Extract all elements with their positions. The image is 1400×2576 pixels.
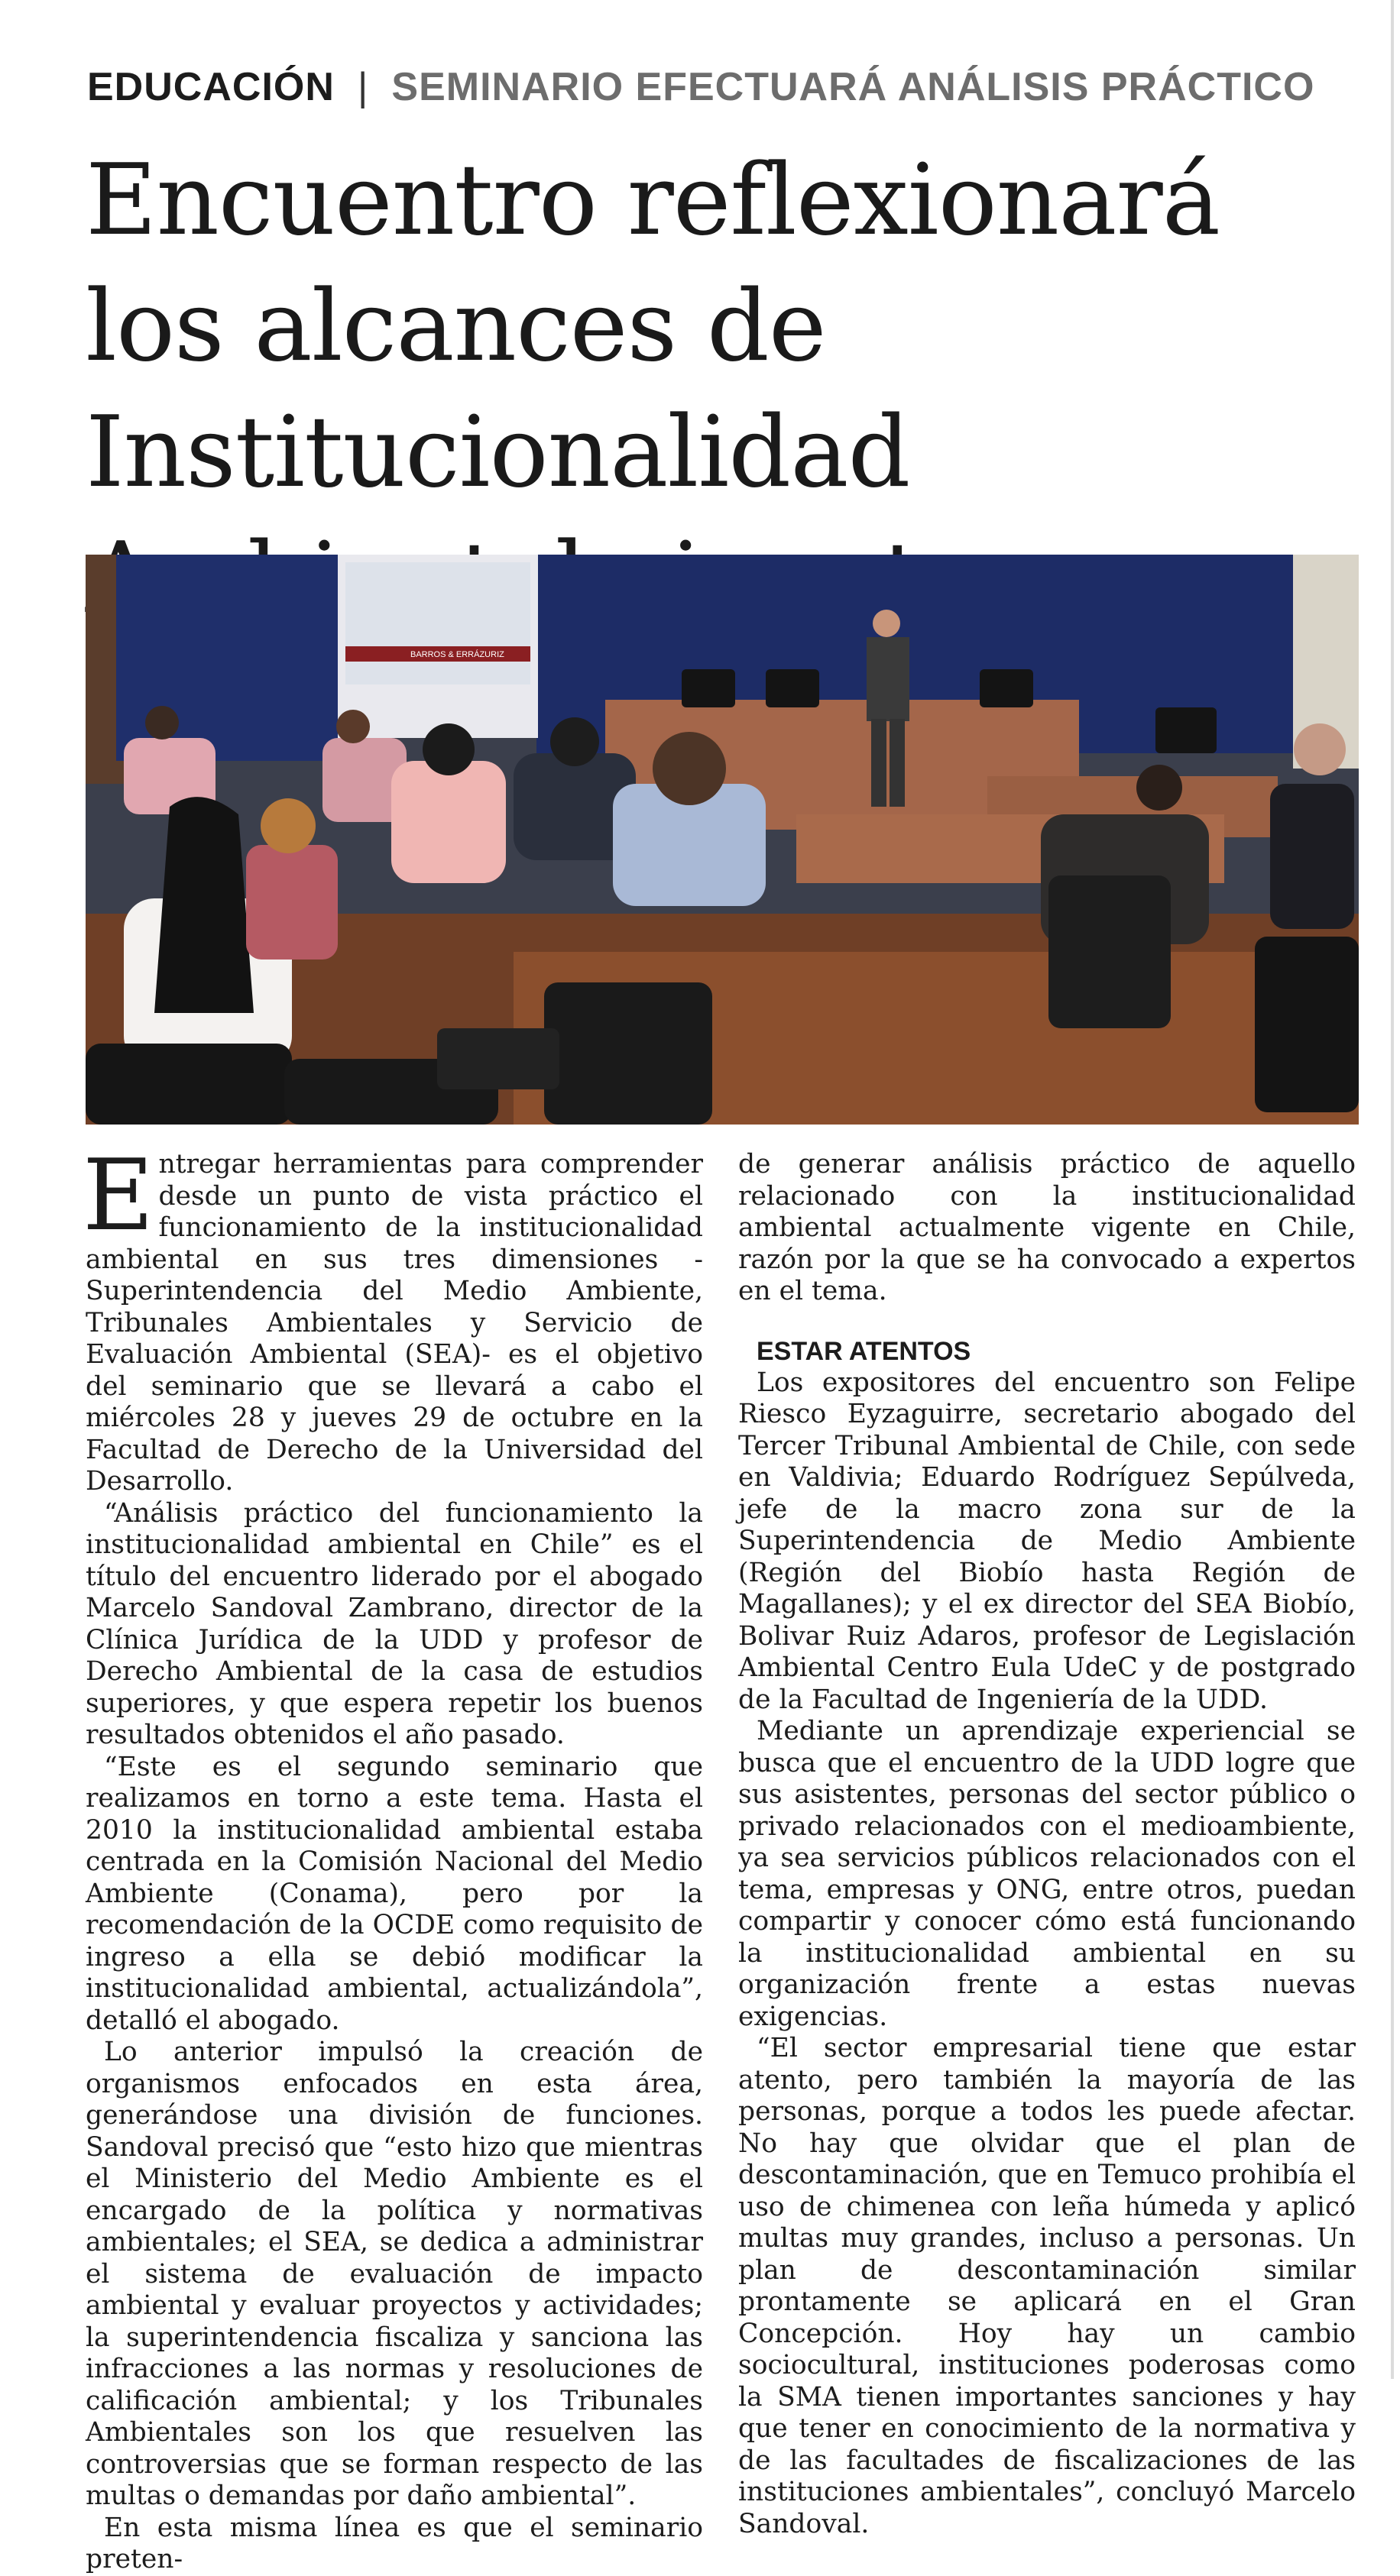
paragraph: En esta misma línea es que el seminario preten- [86, 2512, 703, 2574]
paragraph-continuation: de generar análisis práctico de aquello relacionado con la institucionalidad ambiental actualmente vigente en Chile, razón por la que se ha convocado a expertos en el tema. [738, 1149, 1356, 1306]
headline: Encuentro reflexionará los alcances de Institucionalidad [86, 144, 1220, 510]
paragraph: Los expositores del encuentro son Felipe Riesco Eyzaguirre, secretario abogado del Tercer Tribunal Ambiental de Chile, con sede en Valdivia; Eduardo Rodríguez Sepúlveda, jefe de la macro zona sur de la Superintendencia de Medio Ambiente (Región del Biobío hasta Región de Magallanes); y el ex director del SEA Biobío, Bolivar Ruiz Adaros, profesor de Legislación Ambiental Centro Eula UdeC y de postgrado de la Facultad de Ingeniería de la UDD. [738, 1367, 1356, 1715]
paragraph-lead-text: ntregar herramientas para comprender desde un punto de vista práctico el funcionamiento de la institucionalidad ambiental en sus tres dimensiones -Superintendencia del Medio Ambiente, Tribunales Ambientales y Servicio de Evaluación Ambiental (SEA)- es el objetivo del seminario que se llevará a cabo el miércoles 28 y jueves 29 de octubre en la Facultad de Derecho de la Universidad del Desarrollo. [86, 1149, 703, 1497]
paragraph: “Análisis práctico del funcionamiento la institucionalidad ambiental en Chile” es el título del encuentro liderado por el abogado Marcelo Sandoval Zambrano, director de la Clínica Jurídica de la UDD y profesor de Derecho Ambiental de la casa de estudios superiores, y que espera repetir los buenos resultados obtenidos el año pasado. [86, 1497, 703, 1750]
kicker-separator: | [357, 65, 369, 109]
screen-caption: BARROS & ERRÁZURIZ [410, 650, 504, 659]
page-edge-rule [1391, 0, 1394, 2379]
kicker-subtitle: SEMINARIO EFECTUARÁ ANÁLISIS PRÁCTICO [391, 65, 1315, 109]
section-label: EDUCACIÓN [87, 65, 335, 109]
seminar-room-photo [86, 555, 1359, 1125]
paragraph: Lo anterior impulsó la creación de organismos enfocados en esta área, generándose una división de funciones. Sandoval precisó que “esto hizo que mientras el Ministerio del Medio Ambiente es el encargado de la política y normativas ambientales; el SEA, se dedica a administrar el sistema de evaluación de impacto ambiental y evaluar proyectos y actividades; la superintendencia fiscaliza y sanciona las infracciones a las normas y resoluciones de calificación ambiental; y los Tribunales Ambientales son los que resuelven las controversias que se forman respecto de las multas o demandas por daño ambiental”. [86, 2037, 703, 2511]
paragraph: “El sector empresarial tiene que estar atento, pero también la mayoría de las personas, porque a todos les puede afectar. No hay que olvidar que el plan de descontaminación, que en Temuco prohibía el uso de chimenea con leña húmeda y aplicó multas muy grandes, incluso a personas. Un plan de descontaminación similar prontamente se aplicará en el Gran Concepción. Hoy hay un cambio sociocultural, instituciones poderosas como la SMA tienen importantes sanciones y hay que tener en conocimiento de la normativa y de las facultades de fiscalizaciones de las instituciones ambientales”, concluyó Marcelo Sandoval. [738, 2033, 1356, 2539]
article-column-right [738, 1149, 1356, 2540]
article-column-left [83, 1139, 703, 2576]
paragraph-lead [83, 1139, 703, 1498]
paragraph: “Este es el segundo seminario que realizamos en torno a este tema. Hasta el 2010 la institucionalidad ambiental estaba centrada en la Comisión Nacional del Medio Ambiente (Conama), pero por la recomendación de la OCDE como requisito de ingreso a ella se debió modificar la institucionalidad ambiental, actualizándola”, detalló el abogado. [86, 1751, 703, 2036]
drop-cap: E [83, 1139, 154, 1253]
kicker-line [87, 64, 1314, 110]
subheading: ESTAR ATENTOS [757, 1336, 971, 1366]
paragraph: Mediante un aprendizaje experiencial se busca que el encuentro de la UDD logre que sus asistentes, personas del sector público o privado relacionados con el medioambiente, ya sea servicios públicos relacionados con el tema, empresas y ONG, entre otros, puedan compartir y conocer cómo está funcionando la institucionalidad ambiental en su organización frente a estas nuevas exigencias. [738, 1716, 1356, 2032]
article-photo [86, 555, 1359, 1125]
